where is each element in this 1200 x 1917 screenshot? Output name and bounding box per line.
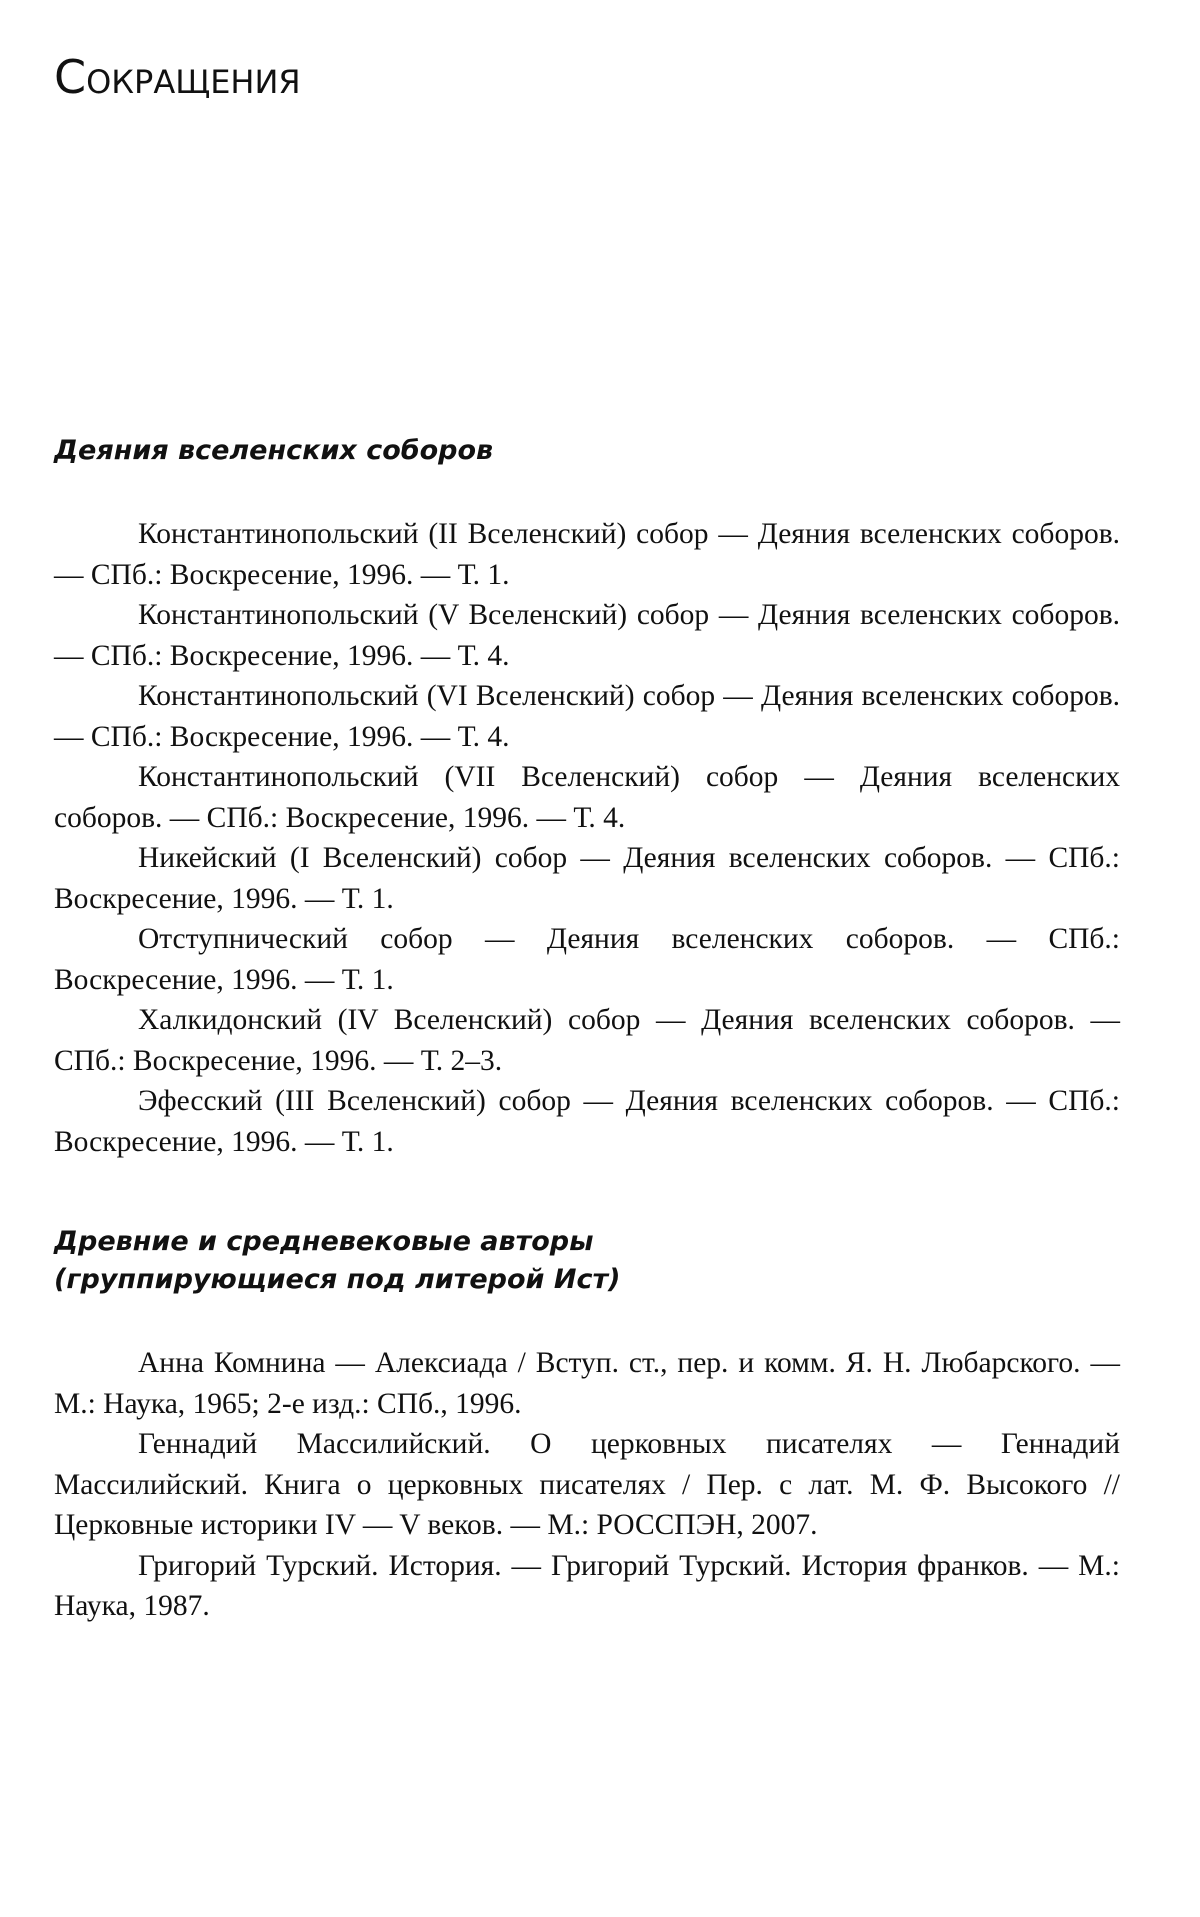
section-heading-line: Деяния вселенских соборов <box>54 435 494 466</box>
bibliography-entry: Анна Комнина — Алексиада / Вступ. ст., пер. и комм. Я. Н. Любарского. — М.: Наука, 1965; 2-е изд.: СПб., 1996. <box>54 1347 1120 1420</box>
section-heading <box>54 1223 1120 1299</box>
bibliography-entry: Геннадий Массилийский. О церковных писателях — Геннадий Массилийский. Книга о церковных писателях / Пер. с лат. М. Ф. Высокого // Церковные историки IV — V веков. — М.: РОССПЭН, 2007. <box>54 1428 1120 1541</box>
section-heading-line: (группирующиеся под литерой Ист) <box>54 1264 621 1295</box>
bibliography-entry: Константинопольский (VII Вселенский) собор — Деяния вселенских соборов. — СПб.: Воскресение, 1996. — Т. 4. <box>54 761 1120 834</box>
bibliography-entry: Константинопольский (VI Вселенский) собор — Деяния вселенских соборов. — СПб.: Воскресение, 1996. — Т. 4. <box>54 680 1120 753</box>
section-heading <box>54 432 1120 470</box>
bibliography-entry: Константинопольский (II Вселенский) собор — Деяния вселенских соборов. — СПб.: Воскресение, 1996. — Т. 1. <box>54 518 1120 591</box>
bibliography-entry: Отступнический собор — Деяния вселенских соборов. — СПб.: Воскресение, 1996. — Т. 1. <box>54 923 1120 996</box>
bibliography-entry: Константинопольский (V Вселенский) собор — Деяния вселенских соборов. — СПб.: Воскресение, 1996. — Т. 4. <box>54 599 1120 672</box>
section-ancient-medieval-authors <box>54 1223 1120 1627</box>
section-ecumenical-councils <box>54 432 1120 1162</box>
bibliography-entry: Никейский (I Вселенский) собор — Деяния вселенских соборов. — СПб.: Воскресение, 1996. — Т. 1. <box>54 842 1120 915</box>
bibliography-entry: Григорий Турский. История. — Григорий Турский. История франков. — М.: Наука, 1987. <box>54 1549 1120 1622</box>
bibliography-entry: Халкидонский (IV Вселенский) собор — Деяния вселенских соборов. — СПб.: Воскресение, 1996. — Т. 2–3. <box>54 1004 1120 1077</box>
section-heading-line: Древние и средневековые авторы <box>54 1226 594 1257</box>
bibliography-entry: Эфесский (III Вселенский) собор — Деяния вселенских соборов. — СПб.: Воскресение, 1996. — Т. 1. <box>54 1085 1120 1158</box>
page-title: Сокращения <box>54 50 301 104</box>
